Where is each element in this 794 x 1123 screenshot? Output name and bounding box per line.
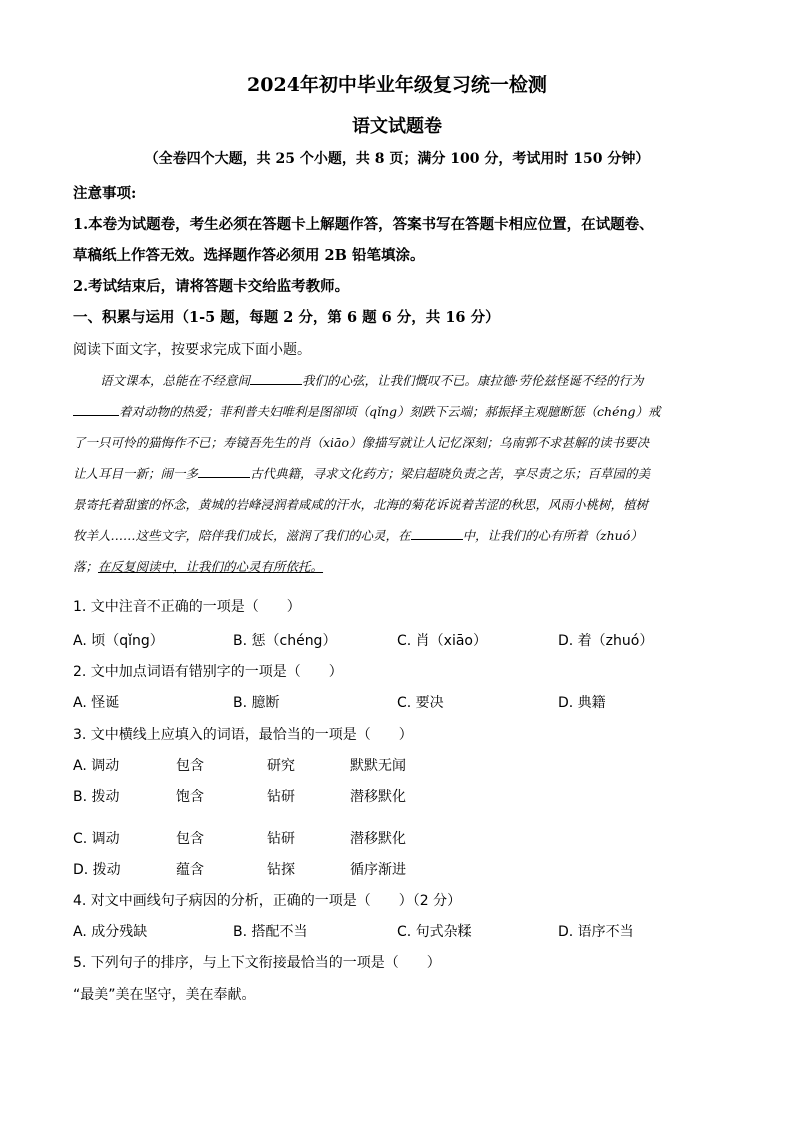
notes-item-1-line-2: 草稿纸上作答无效。选择题作答必须用 2B 铅笔填涂。 xyxy=(73,247,425,264)
question-3-option-d-word-2: 蕴含 xyxy=(176,862,204,878)
passage-line-5: 景寄托着甜蜜的怀念，黄城的岩峰浸润着咸咸的汗水，北海的菊花诉说着苦涩的秋思，风雨小桃树，植树 xyxy=(73,497,649,512)
fill-blank-4 xyxy=(411,527,463,540)
question-3-option-c[interactable]: C. 调动 xyxy=(73,831,120,847)
question-3-option-b[interactable]: B. 拨动 xyxy=(73,789,120,805)
question-1-option-a[interactable]: A. 顷（qǐng） xyxy=(73,633,164,649)
section-1-instruction: 阅读下面文字，按要求完成下面小题。 xyxy=(73,342,311,358)
question-3-option-b-word-2: 饱含 xyxy=(176,789,204,805)
passage-text: 落； xyxy=(73,559,99,574)
passage-line-1 xyxy=(100,371,750,389)
question-3-option-b-word-4: 潜移默化 xyxy=(350,789,406,805)
question-3-option-a-word-2: 包含 xyxy=(176,758,204,774)
question-3-stem: 3. 文中横线上应填入的词语，最恰当的一项是（ ） xyxy=(73,727,413,743)
fill-blank-2 xyxy=(73,403,119,416)
passage-line-3: 了一只可怜的猫悔作不已；寿镜吾先生的肖（xiāo）像描写就让人记忆深刻；乌南郭不求甚解的读书要决 xyxy=(73,435,650,450)
passage-text: 牧羊人……这些文字，陪伴我们成长，滋润了我们的心灵，在 xyxy=(73,528,411,543)
question-2-option-a[interactable]: A. 怪诞 xyxy=(73,695,120,711)
question-5-quote: “最美”美在坚守，美在奉献。 xyxy=(73,987,256,1003)
question-3-option-d-word-4: 循序渐进 xyxy=(350,862,406,878)
question-3-option-d[interactable]: D. 拨动 xyxy=(73,862,121,878)
passage-line-2 xyxy=(73,402,723,420)
question-3-option-c-word-2: 包含 xyxy=(176,831,204,847)
passage-text: 让人耳目一新；闹一多 xyxy=(73,466,199,481)
question-3-option-d-word-3: 钻探 xyxy=(267,862,295,878)
question-3-option-a-word-4: 默默无闻 xyxy=(350,758,406,774)
underlined-sentence: 在反复阅读中，让我们的心灵有所依托。 xyxy=(98,559,324,574)
question-2-option-b[interactable]: B. 臆断 xyxy=(233,695,280,711)
question-2-stem: 2. 文中加点词语有错别字的一项是（ ） xyxy=(73,664,343,680)
passage-text: 着对动物的热爱；菲利普夫妇唯利是图卻顷（qǐng）刻跌下云端；郝振择主观臆断惩（chéng）戒 xyxy=(119,404,661,419)
notes-item-1-line-1: 1.本卷为试题卷，考生必须在答题卡上解题作答，答案书写在答题卡相应位置，在试题卷、 xyxy=(73,216,654,233)
notes-heading: 注意事项: xyxy=(73,185,137,202)
notes-item-2: 2.考试结束后，请将答题卡交给监考教师。 xyxy=(73,278,350,295)
question-1-option-b[interactable]: B. 惩（chéng） xyxy=(233,633,337,649)
question-4-option-b[interactable]: B. 搭配不当 xyxy=(233,924,308,940)
question-3-option-c-word-3: 钻研 xyxy=(267,831,295,847)
question-2-option-d[interactable]: D. 典籍 xyxy=(558,695,606,711)
question-4-option-d[interactable]: D. 语序不当 xyxy=(558,924,634,940)
question-4-option-a[interactable]: A. 成分残缺 xyxy=(73,924,148,940)
section-1-heading: 一、积累与运用（1-5 题，每题 2 分，第 6 题 6 分，共 16 分） xyxy=(73,309,500,326)
question-3-option-a-word-3: 研究 xyxy=(267,758,295,774)
question-1-stem: 1. 文中注音不正确的一项是（ ） xyxy=(73,599,301,615)
question-2-option-c[interactable]: C. 要决 xyxy=(397,695,444,711)
passage-text: 我们的心弦，让我们慨叹不已。康拉德·劳伦兹怪诞不经的行为 xyxy=(302,373,644,388)
passage-text: 中，让我们的心有所着（zhuó） xyxy=(462,528,643,543)
question-5-stem: 5. 下列句子的排序，与上下文衔接最恰当的一项是（ ） xyxy=(73,955,441,971)
question-4-option-c[interactable]: C. 句式杂糅 xyxy=(397,924,472,940)
exam-info: （全卷四个大题，共 25 个小题，共 8 页；满分 100 分，考试用时 150 分钟） xyxy=(144,151,650,167)
question-4-stem: 4. 对文中画线句子病因的分析，正确的一项是（ ）（2 分） xyxy=(73,893,462,909)
passage-text: 语文课本，总能在不经意间 xyxy=(100,373,251,388)
question-1-option-d[interactable]: D. 着（zhuó） xyxy=(558,633,654,649)
fill-blank-3 xyxy=(198,465,250,478)
question-3-option-c-word-4: 潜移默化 xyxy=(350,831,406,847)
question-3-option-b-word-3: 钻研 xyxy=(267,789,295,805)
passage-text: 古代典籍，寻求文化药方；梁启超晓负责之苦，享尽责之乐；百草园的美 xyxy=(250,466,651,481)
fill-blank-1 xyxy=(250,372,302,385)
passage-line-4 xyxy=(73,464,723,482)
exam-title: 2024年初中毕业年级复习统一检测 xyxy=(247,74,547,96)
passage-line-6 xyxy=(73,526,723,544)
passage-line-7 xyxy=(73,557,723,575)
question-3-option-a[interactable]: A. 调动 xyxy=(73,758,120,774)
exam-subtitle: 语文试题卷 xyxy=(352,116,442,137)
question-1-option-c[interactable]: C. 肖（xiāo） xyxy=(397,633,487,649)
